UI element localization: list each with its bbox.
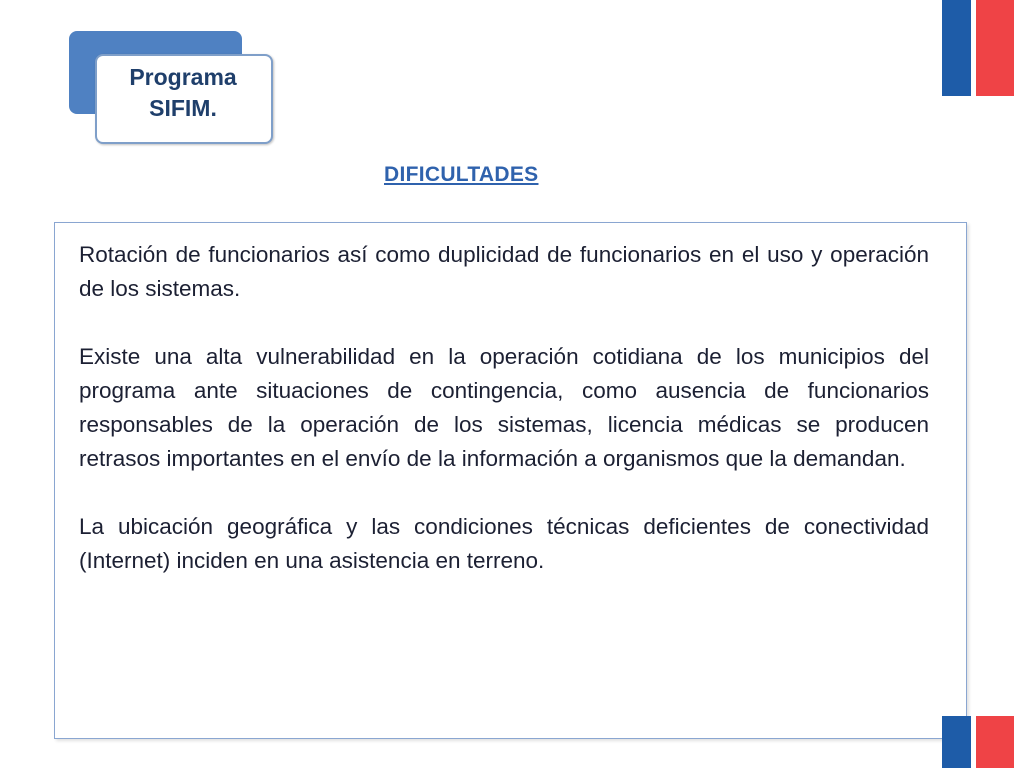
flag-blue-stripe <box>942 716 974 768</box>
paragraph-rotation: Rotación de funcionarios así como duplicidad de funcionarios en el uso y operación de los sistemas. <box>79 242 929 301</box>
flag-decoration-top <box>942 0 1014 96</box>
flag-red-stripe <box>974 0 1014 96</box>
paragraph-vulnerability: Existe una alta vulnerabilidad en la operación cotidiana de los municipios del programa ante situaciones de contingencia, como ausencia de funcionarios responsables de la operación de los sistemas, licencia médicas se producen retrasos importantes en el envío de la información a organismos que la demandan. <box>79 344 929 471</box>
paragraph-geography: La ubicación geográfica y las condiciones técnicas deficientes de conectividad (Internet) inciden en una asistencia en terreno. <box>79 514 929 573</box>
flag-white-stripe <box>971 716 976 768</box>
logo-line-2: SIFIM. <box>149 95 217 121</box>
flag-white-stripe <box>971 0 976 96</box>
flag-blue-stripe <box>942 0 974 96</box>
logo-line-1: Programa <box>129 64 237 90</box>
content-text <box>79 238 929 578</box>
flag-red-stripe <box>974 716 1014 768</box>
program-logo <box>95 62 271 124</box>
section-heading: DIFICULTADES <box>384 163 539 186</box>
flag-decoration-bottom <box>942 716 1014 768</box>
